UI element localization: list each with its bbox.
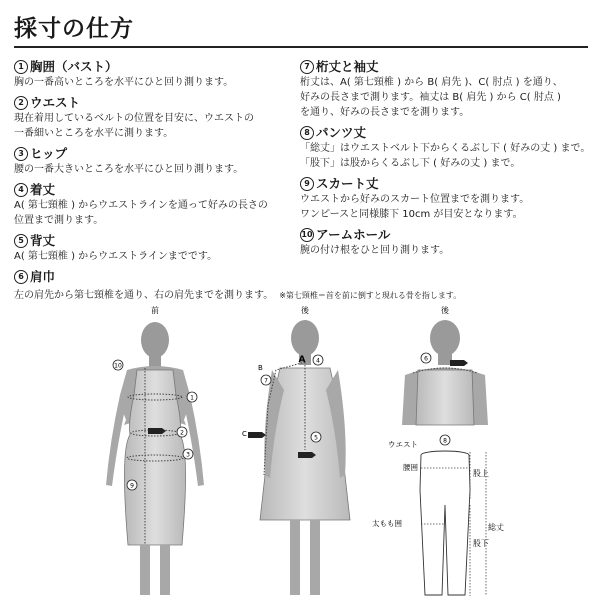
pants-inseam-label: 股下 bbox=[473, 539, 489, 548]
svg-text:7: 7 bbox=[264, 377, 268, 385]
back-label: 後 bbox=[301, 306, 309, 315]
section-back-length bbox=[14, 232, 304, 264]
number-badge: 6 bbox=[14, 270, 28, 284]
hand-icon bbox=[450, 360, 468, 366]
dress-shape bbox=[124, 370, 185, 545]
head-shape bbox=[430, 320, 460, 356]
point-a: A bbox=[298, 355, 306, 365]
page-title: 採寸の仕方 bbox=[14, 15, 134, 42]
section-text: 桁丈は、A( 第七頸椎 ) から B( 肩先 )、C( 肘点 ) を通り、 bbox=[300, 77, 563, 88]
hand-icon bbox=[248, 432, 266, 438]
top-shape bbox=[416, 370, 474, 425]
svg-text:1: 1 bbox=[190, 394, 194, 402]
section-shoulder bbox=[14, 268, 304, 285]
right-arm bbox=[184, 395, 204, 486]
number-badge: 7 bbox=[300, 60, 314, 74]
section-heading: ウエスト bbox=[30, 95, 81, 110]
section-text: 現在着用しているベルトの位置を目安に、ウエストの bbox=[14, 113, 254, 124]
vertebra-note: ※第七頸椎＝首を前に倒すと現れる骨を指します。 bbox=[279, 291, 462, 300]
section-heading: アームホール bbox=[316, 227, 391, 242]
number-badge: 10 bbox=[300, 228, 314, 242]
section-text: 「股下」は股からくるぶし下 ( 好みの丈 ) まで。 bbox=[300, 158, 521, 169]
section-pants bbox=[300, 124, 596, 171]
section-heading: 胸囲（バスト） bbox=[30, 59, 118, 74]
section-text: 「総丈」はウエストベルト下からくるぶし下 ( 好みの丈 ) まで。 bbox=[300, 143, 591, 154]
back-upper-figure bbox=[402, 305, 488, 425]
back2-label: 後 bbox=[441, 306, 449, 315]
title-divider bbox=[14, 46, 588, 48]
svg-text:3: 3 bbox=[186, 451, 190, 459]
svg-text:10: 10 bbox=[114, 362, 122, 370]
section-waist bbox=[14, 94, 304, 141]
section-heading: パンツ丈 bbox=[316, 125, 367, 140]
head-shape bbox=[291, 320, 319, 356]
section-hip bbox=[14, 145, 304, 177]
svg-text:4: 4 bbox=[316, 357, 320, 365]
section-armhole bbox=[300, 226, 596, 258]
section-text: 腰の一番大きいところを水平にひと回り測ります。 bbox=[14, 164, 244, 175]
section-skirt bbox=[300, 175, 596, 222]
section-sleeve bbox=[300, 58, 596, 120]
section-text: A( 第七頸椎 ) からウエストラインまでです。 bbox=[14, 251, 218, 262]
section-bust bbox=[14, 58, 304, 90]
pants-total-label: 総丈 bbox=[488, 523, 504, 532]
svg-text:2: 2 bbox=[180, 429, 184, 437]
point-b: B bbox=[258, 364, 263, 372]
number-badge: 2 bbox=[14, 96, 28, 110]
section-heading: 背丈 bbox=[30, 233, 56, 248]
section-heading: ヒップ bbox=[30, 146, 68, 161]
section-text: A( 第七頸椎 ) からウエストラインを通って好みの長さの bbox=[14, 200, 268, 211]
section-heading: 着丈 bbox=[30, 182, 56, 197]
svg-text:5: 5 bbox=[314, 434, 318, 442]
pants-outline bbox=[420, 455, 470, 595]
svg-text:6: 6 bbox=[424, 355, 428, 363]
number-badge: 8 bbox=[300, 126, 314, 140]
front-label: 前 bbox=[151, 306, 159, 315]
shoulder-text: 左の肩先から第七頸椎を通り、右の肩先までを測ります。 bbox=[14, 290, 274, 301]
shoulder-text-row bbox=[14, 286, 461, 301]
section-heading: 肩巾 bbox=[30, 269, 56, 284]
number-badge: 3 bbox=[14, 147, 28, 161]
pants-hip-label: 腰囲 bbox=[403, 463, 418, 472]
left-arm bbox=[106, 395, 126, 486]
point-c: C bbox=[242, 430, 247, 438]
number-badge: 5 bbox=[14, 234, 28, 248]
pants-figure bbox=[372, 435, 504, 596]
section-text: 好みの長さまで測ります。袖丈は B( 肩先 ) から C( 肘点 ) bbox=[300, 92, 561, 103]
pants-rise-label: 股上 bbox=[473, 469, 489, 478]
back-figure bbox=[242, 305, 350, 595]
measurement-figures bbox=[0, 300, 600, 600]
section-text: ワンピースと同様膝下 10cm が目安となります。 bbox=[300, 209, 523, 220]
svg-text:8: 8 bbox=[443, 437, 447, 445]
head-shape bbox=[141, 322, 169, 358]
number-badge: 9 bbox=[300, 177, 314, 191]
section-text: ウエストから好みのスカート位置までを測ります。 bbox=[300, 194, 530, 205]
section-length bbox=[14, 181, 304, 228]
pants-thigh-label: 太もも囲 bbox=[372, 519, 402, 528]
right-column bbox=[300, 58, 596, 262]
front-figure bbox=[106, 305, 204, 595]
section-heading: スカート丈 bbox=[316, 176, 379, 191]
section-text: 腕の付け根をひと回り測ります。 bbox=[300, 245, 450, 256]
section-text: 胸の一番高いところを水平にひと回り測ります。 bbox=[14, 77, 234, 88]
section-text: 一番細いところを水平に測ります。 bbox=[14, 128, 174, 139]
number-badge: 4 bbox=[14, 183, 28, 197]
pants-waist-label: ウエスト bbox=[388, 440, 418, 449]
section-text: を通り、好みの長さまでを測ります。 bbox=[300, 107, 470, 118]
svg-text:9: 9 bbox=[130, 482, 134, 490]
section-text: 位置まで測ります。 bbox=[14, 215, 104, 226]
number-badge: 1 bbox=[14, 60, 28, 74]
section-heading: 桁丈と袖丈 bbox=[316, 59, 379, 74]
left-column bbox=[14, 58, 304, 289]
